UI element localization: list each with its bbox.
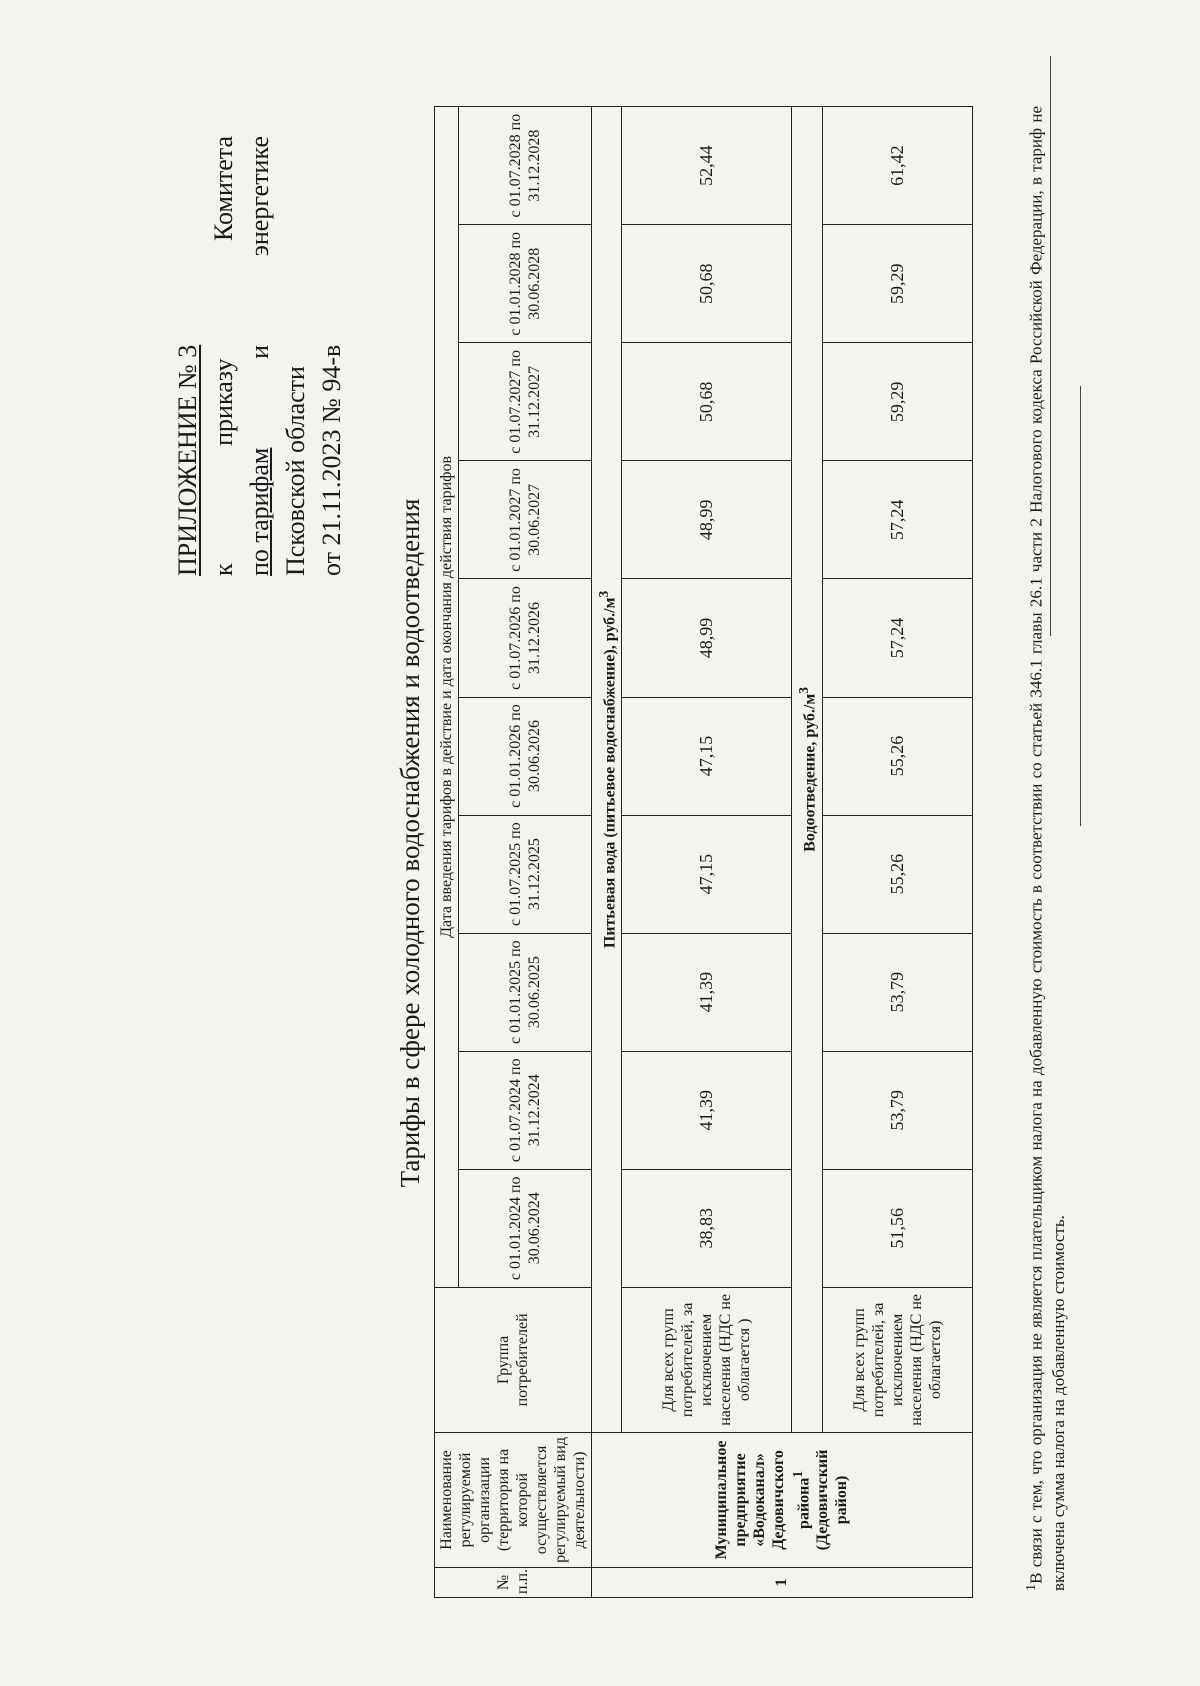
appendix-line-2 [242,136,278,576]
tariff-value: 57,24 [822,461,972,579]
table-row-water [622,107,792,1598]
section-title-sewage [792,107,822,1433]
period-header: с 01.01.2024 по 30.06.2024 [459,1169,592,1287]
appendix-header [170,136,350,576]
appendix-line-4: от 21.11.2023 № 94-в [317,344,346,576]
header-organization: Наименование регулируемой организации (территория на которой осуществляется регулируемый вид деятельности) [435,1432,592,1567]
period-header: с 01.01.2025 по 30.06.2025 [459,933,592,1051]
period-header: с 01.01.2026 по 30.06.2026 [459,697,592,815]
tariffs-table [434,106,973,1598]
section-title-text: Питьевая вода (питьевое водоснабжение), руб./м [601,597,619,949]
tariff-value: 38,83 [622,1169,792,1287]
table-row-sewage [822,107,972,1598]
period-header: с 01.07.2026 по 31.12.2026 [459,579,592,697]
tariff-value: 57,24 [822,579,972,697]
tariff-value: 59,29 [822,225,972,343]
tariff-value: 51,56 [822,1169,972,1287]
header-number: № п.п. [435,1567,592,1597]
tariff-value: 55,26 [822,815,972,933]
section-title-text: Водоотведение, руб./м [801,693,819,852]
section-row-sewage [792,107,822,1598]
tariff-value: 48,99 [622,461,792,579]
appendix-word: по тарифам [245,447,274,576]
header-consumer-group: Группа потребителей [435,1287,592,1432]
footnote-mark: 1 [1023,1583,1039,1591]
period-header: с 01.01.2028 по 30.06.2028 [459,225,592,343]
appendix-word: Комитета [209,136,238,242]
unit-exponent: 3 [596,590,611,598]
tariff-value: 50,68 [622,225,792,343]
organization-cell [592,1432,973,1567]
appendix-word: энергетике [245,136,274,257]
period-header: с 01.07.2027 по 31.12.2027 [459,343,592,461]
period-header: с 01.07.2028 по 31.12.2028 [459,107,592,225]
appendix-word: приказу [209,358,238,446]
header-dates: Дата введения тарифов в действие и дата окончания действия тарифов [435,107,459,1288]
divider-line [1080,386,1081,826]
organization-name: Муниципальное предприятие «Водоканал» Дедовичского района [713,1440,813,1560]
tariff-value: 53,79 [822,933,972,1051]
period-header: с 01.07.2025 по 31.12.2025 [459,815,592,933]
consumer-group-cell: Для всех групп потребителей, за исключением населения (НДС не облагается ) [622,1287,792,1432]
footnote-mark: 1 [790,1470,806,1478]
document-title: Тарифы в сфере холодного водоснабжения и водоотведения [395,498,425,1188]
tariff-value: 50,68 [622,343,792,461]
tariff-value: 47,15 [622,697,792,815]
appendix-line-1 [206,136,242,576]
tariff-value: 59,29 [822,343,972,461]
tariff-value: 41,39 [622,933,792,1051]
unit-exponent: 3 [796,687,812,694]
tariff-value: 48,99 [622,579,792,697]
consumer-group-cell: Для всех групп потребителей, за исключением населения (НДС не облагается) [822,1287,972,1432]
footnote-text: В связи с тем, что организация не является плательщиком налога на добавленную стоимость в соответствии со статьей 346.1 главы 26.1 части 2 Налогового кодекса Российской Федерации, в тариф не включена сумма налога на добавленную стоимость. [1026,106,1068,1591]
section-row-water [592,107,622,1598]
appendix-title: ПРИЛОЖЕНИЕ № 3 [173,344,202,576]
tariff-value: 41,39 [622,1051,792,1169]
appendix-word: и [245,344,274,359]
appendix-line-3: Псковской области [281,366,310,576]
divider-line [1050,56,1051,636]
tariff-value: 61,42 [822,107,972,225]
appendix-word: к [209,563,238,576]
tariff-value: 52,44 [622,107,792,225]
organization-territory: (Дедовичский район) [814,1449,851,1551]
tariff-value: 47,15 [622,815,792,933]
header-row-dates [435,107,459,1598]
period-header: с 01.07.2024 по 31.12.2024 [459,1051,592,1169]
footnote [1020,106,1070,1591]
row-number: 1 [592,1567,973,1597]
period-header: с 01.01.2027 по 30.06.2027 [459,461,592,579]
tariff-value: 53,79 [822,1051,972,1169]
section-title-water [592,107,622,1433]
tariff-value: 55,26 [822,697,972,815]
